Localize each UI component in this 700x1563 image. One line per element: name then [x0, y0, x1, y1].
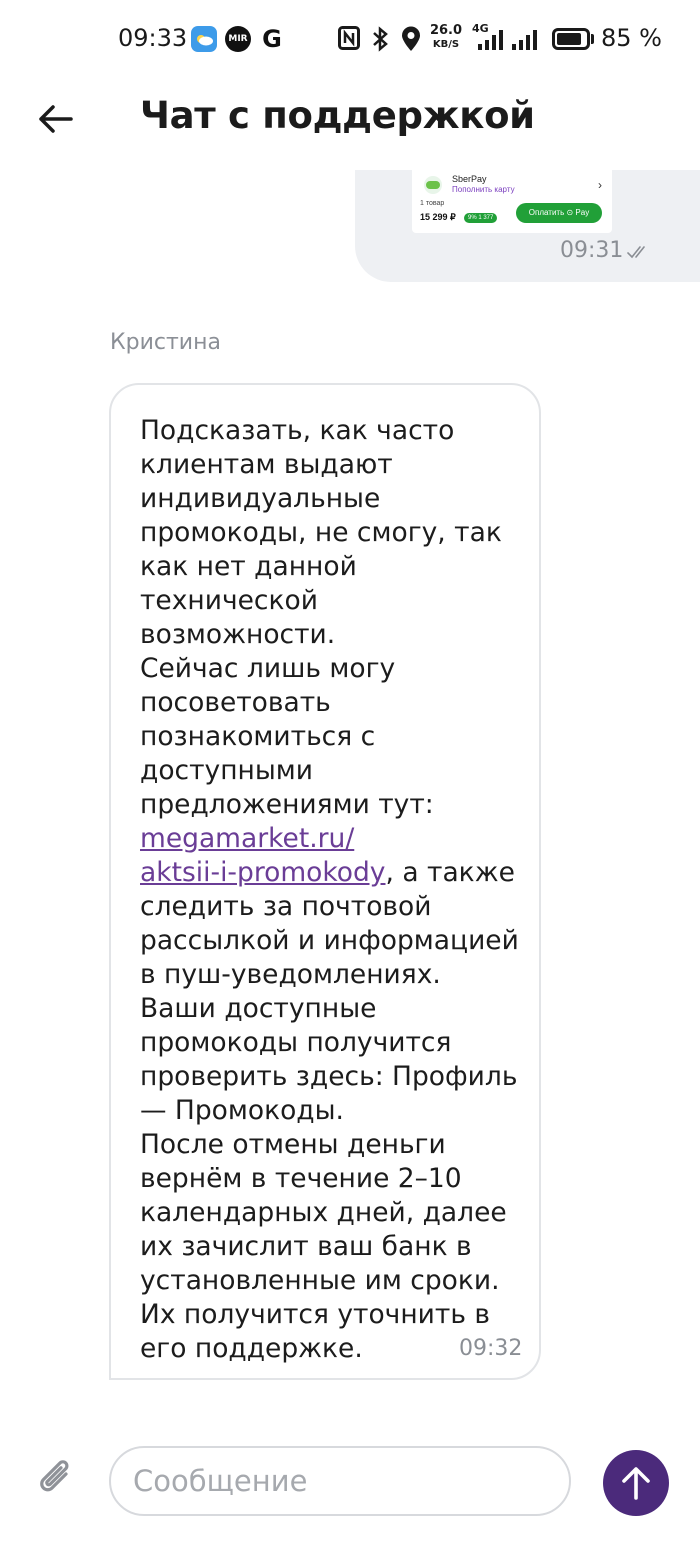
signal-icon-2 — [512, 30, 542, 50]
arrow-left-icon — [37, 104, 73, 134]
bluetooth-icon — [370, 26, 390, 52]
sberpay-card-attachment[interactable] — [412, 170, 612, 233]
weather-icon — [191, 26, 217, 52]
network-speed-unit: KB/S — [432, 39, 460, 50]
chevron-right-icon: › — [598, 178, 602, 192]
card-pay-label: Оплатить — [528, 208, 565, 217]
nfc-icon — [338, 26, 360, 50]
promo-link-part-2: aktsii-i-promokody — [140, 857, 386, 888]
send-button[interactable] — [603, 1450, 669, 1516]
location-icon — [400, 26, 422, 52]
card-quantity: 1 товар — [420, 200, 445, 207]
paperclip-icon — [36, 1456, 76, 1500]
outgoing-message-time: 09:31 — [560, 238, 624, 263]
card-pay-suffix: Pay — [575, 208, 590, 217]
google-icon: G — [262, 25, 282, 53]
check-circle-icon: ⊙ — [566, 208, 574, 217]
battery-level-fill — [557, 33, 581, 45]
message-text-part-2: , а также следить за почтовой рассылкой и информацией в пуш-уведомлениях. Ваши доступные промокоды получится проверить здесь: Профиль — Промокоды. После отмены деньги вернём в течение 2–10 календарных дней, далее их зачислит ваш банк в установленные им сроки. Их получится уточнить в его поддержке. — [140, 857, 519, 1364]
double-check-icon — [627, 244, 649, 263]
chat-header — [0, 80, 700, 160]
promo-link-part-1: megamarket.ru/ — [140, 823, 355, 854]
card-price: 15 299 ₽ — [420, 212, 456, 222]
battery-percent: 85 % — [601, 24, 662, 52]
back-button[interactable] — [28, 92, 82, 146]
sender-name: Кристина — [110, 330, 221, 355]
status-bar — [0, 0, 700, 80]
message-text-part-1: Подсказать, как часто клиентам выдают индивидуальные промокоды, не смогу, так как нет данной технической возможности. Сейчас лишь могу посоветовать познакомиться с доступными предложениями тут: — [140, 415, 502, 820]
mir-icon: MIR — [225, 26, 251, 52]
card-name: SberPay — [452, 174, 487, 184]
arrow-up-icon — [619, 1465, 653, 1501]
message-input[interactable] — [109, 1446, 571, 1516]
battery-tip — [591, 34, 594, 44]
card-bonus-badge: 9% 1 377 — [464, 213, 497, 223]
incoming-message-time: 09:32 — [459, 1336, 523, 1361]
network-type: 4G — [472, 22, 489, 35]
card-action: Пополнить карту — [452, 185, 515, 194]
incoming-message-text — [140, 414, 523, 1366]
signal-icon — [478, 30, 506, 50]
page-title: Чат с поддержкой — [140, 94, 535, 137]
sberpay-logo-icon — [424, 176, 442, 194]
network-speed — [428, 24, 464, 51]
attach-button[interactable] — [30, 1452, 82, 1504]
status-time: 09:33 — [118, 24, 188, 52]
promo-link[interactable] — [140, 823, 386, 888]
network-speed-value: 26.0 — [429, 23, 463, 38]
card-pay-button — [516, 203, 602, 223]
battery-icon — [552, 28, 590, 50]
